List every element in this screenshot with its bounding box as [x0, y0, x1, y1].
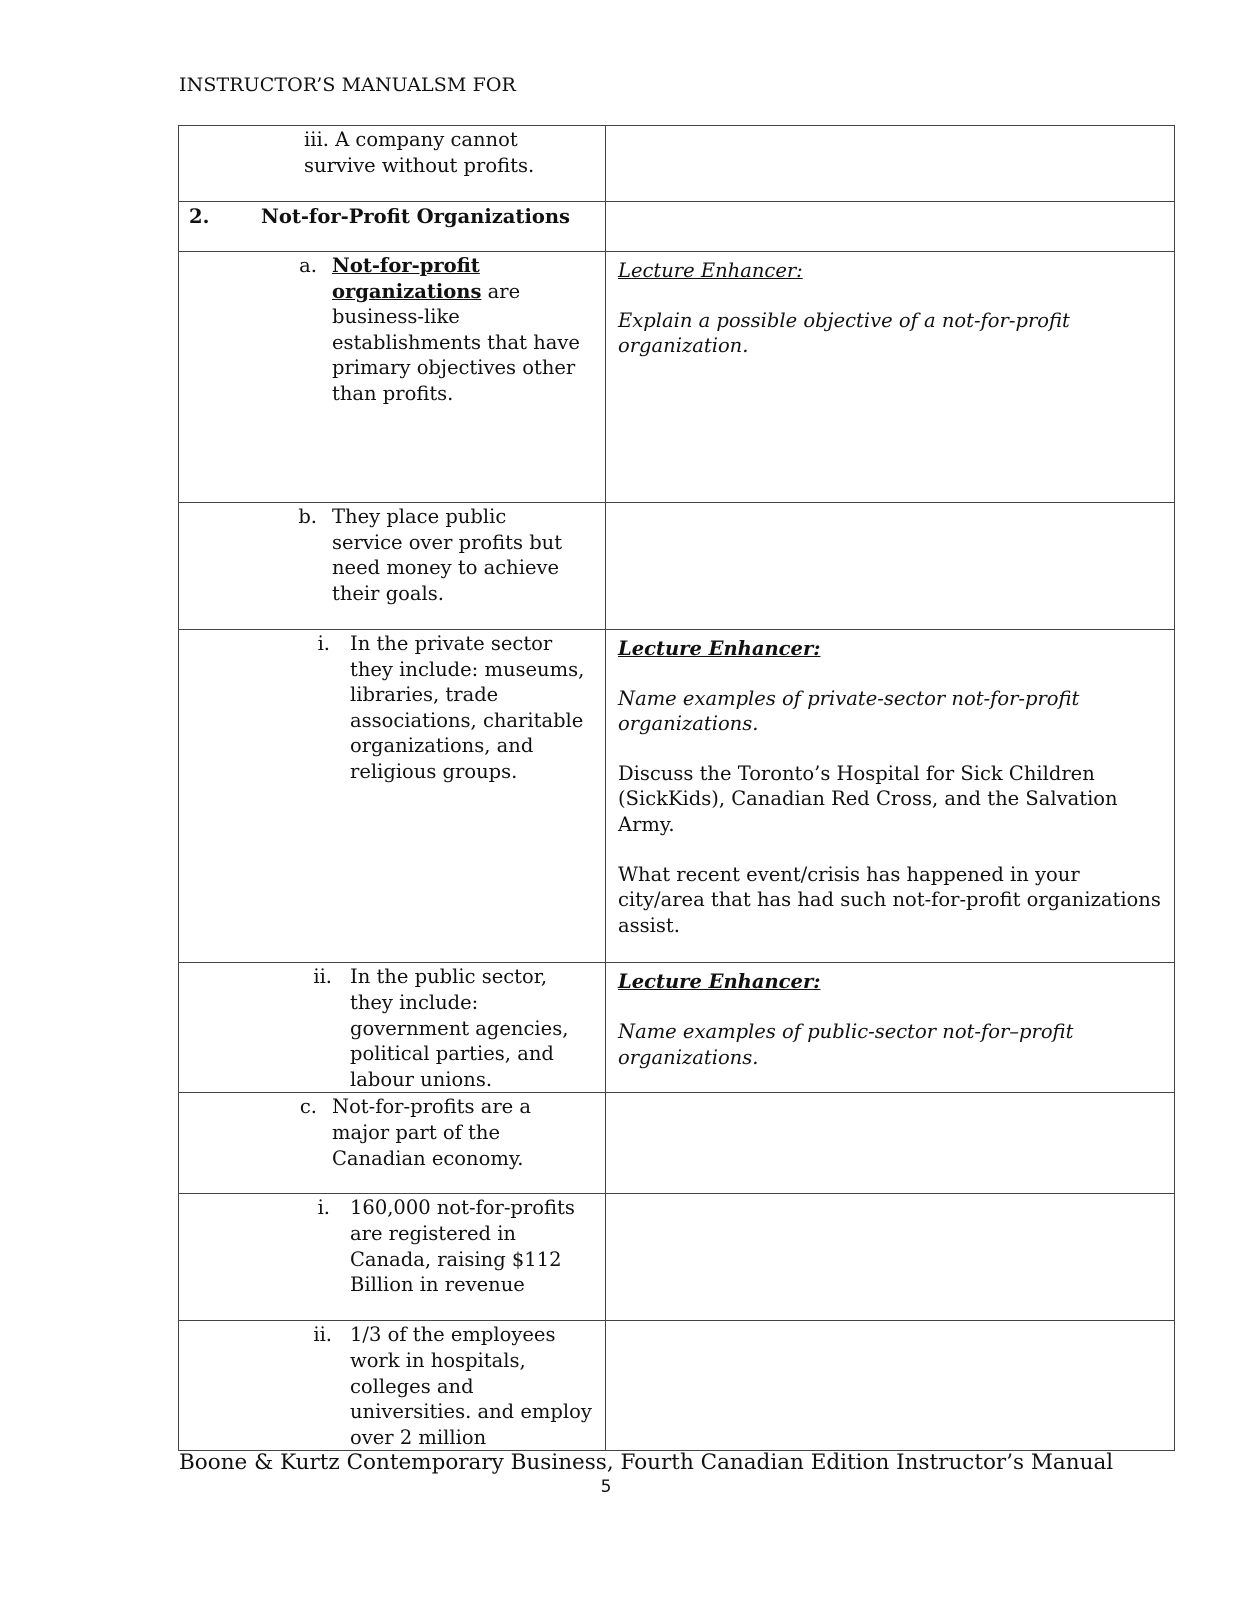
item-text: In the private sector they include: museums, libraries, trade associations, charitable organizations, and religious groups.	[350, 632, 585, 783]
item-marker: i.	[317, 1196, 330, 1220]
notes-cell	[606, 1321, 1175, 1451]
item-marker: ii.	[313, 1323, 332, 1347]
table-row	[179, 503, 1175, 630]
lecture-enhancer-text: Explain a possible objective of a not-for-profit organization.	[618, 308, 1070, 358]
item-marker: ii.	[313, 965, 332, 989]
lecture-enhancer-heading: Lecture Enhancer:	[618, 637, 821, 660]
item-text: In the public sector, they include: government agencies, political parties, and labour unions.	[350, 965, 569, 1091]
lecture-enhancer-discussion: Discuss the Toronto’s Hospital for Sick Children (SickKids), Canadian Red Cross, and the Salvation Army.	[618, 761, 1118, 836]
item-text: Not-for-profits are a major part of the Canadian economy.	[332, 1095, 531, 1170]
item-text: 1/3 of the employees work in hospitals, colleges and universities. and employ over 2 million	[350, 1323, 592, 1449]
section-heading-cell	[179, 202, 606, 252]
lecture-enhancer-text: Name examples of private-sector not-for-profit organizations.	[618, 686, 1080, 736]
lecture-enhancer-heading: Lecture Enhancer:	[618, 970, 821, 994]
item-marker: i.	[317, 632, 330, 655]
item-marker: iii.	[304, 128, 329, 151]
page-number: 5	[600, 1477, 612, 1497]
table-row	[179, 963, 1175, 1093]
item-marker: b.	[298, 505, 317, 528]
section-title: Not-for-Profit Organizations	[261, 205, 571, 228]
notes-cell	[606, 1194, 1175, 1321]
item-marker: a.	[299, 254, 317, 277]
table-row	[179, 126, 1175, 202]
notes-cell	[606, 503, 1175, 630]
outline-cell	[179, 1093, 606, 1194]
notes-cell	[606, 630, 1175, 963]
outline-cell	[179, 630, 606, 963]
lecture-outline-table	[178, 125, 1175, 1451]
item-marker: c.	[299, 1095, 317, 1119]
notes-cell	[606, 202, 1175, 252]
notes-cell	[606, 1093, 1175, 1194]
lecture-enhancer-text: Name examples of public-sector not-for–profit organizations.	[618, 1019, 1074, 1069]
table-row	[179, 252, 1175, 503]
outline-cell	[179, 503, 606, 630]
outline-cell	[179, 963, 606, 1093]
lecture-enhancer-question: What recent event/crisis has happened in your city/area that has had such not-for-profit organizations assist.	[618, 862, 1161, 937]
running-footer: Boone & Kurtz Contemporary Business, Fourth Canadian Edition Instructor’s Manual	[179, 1450, 1114, 1475]
item-text: A company cannot survive without profits.	[304, 128, 535, 177]
outline-cell	[179, 252, 606, 503]
table-row	[179, 630, 1175, 963]
lecture-enhancer-heading: Lecture Enhancer:	[618, 259, 803, 282]
running-header: INSTRUCTOR’S MANUALSM FOR	[179, 74, 516, 96]
notes-cell	[606, 252, 1175, 503]
outline-cell	[179, 1321, 606, 1451]
section-number: 2.	[189, 205, 210, 228]
table-row	[179, 1321, 1175, 1451]
item-text: are business-like establishments that have primary objectives other than profits.	[332, 279, 580, 405]
notes-cell	[606, 126, 1175, 202]
table-row	[179, 1194, 1175, 1321]
table-row	[179, 202, 1175, 252]
table-row	[179, 1093, 1175, 1194]
outline-cell	[179, 1194, 606, 1321]
notes-cell	[606, 963, 1175, 1093]
key-term: Not-for-profit organizations	[332, 254, 482, 303]
outline-cell	[179, 126, 606, 202]
item-text: 160,000 not-for-profits are registered in Canada, raising $112 Billion in revenue	[350, 1196, 575, 1297]
item-text: They place public service over profits but need money to achieve their goals.	[332, 505, 563, 605]
